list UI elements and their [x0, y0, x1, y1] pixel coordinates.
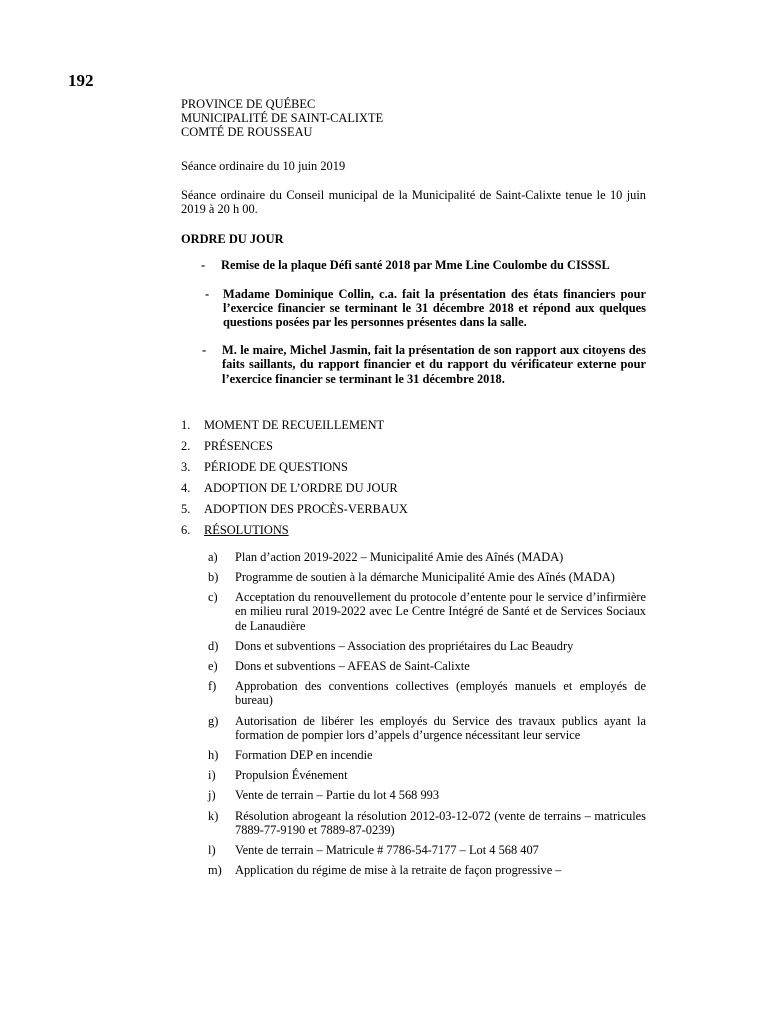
bullet-item	[181, 343, 646, 386]
resolution-item	[208, 863, 646, 877]
agenda-text: PRÉSENCES	[204, 438, 273, 453]
agenda-number: 3.	[181, 459, 191, 474]
resolution-letter: e)	[208, 659, 218, 674]
resolution-item	[208, 679, 646, 707]
resolution-letter: m)	[208, 863, 222, 878]
resolution-text: Vente de terrain – Partie du lot 4 568 993	[235, 788, 440, 803]
resolution-text: Programme de soutien à la démarche Municipalité Amie des Aînés (MADA)	[235, 570, 615, 585]
bullet-text: M. le maire, Michel Jasmin, fait la présentation de son rapport aux citoyens des faits saillants, du rapport financier et du rapport du vérificateur externe pour l’exercice financier se terminant le 31 décembre 2018.	[222, 343, 646, 386]
header-municipality: MUNICIPALITÉ DE SAINT-CALIXTE	[181, 111, 384, 126]
resolution-text: Propulsion Événement	[235, 768, 348, 783]
resolution-letter: f)	[208, 679, 217, 694]
resolution-item	[208, 843, 646, 857]
seance-description: Séance ordinaire du Conseil municipal de la Municipalité de Saint-Calixte tenue le 10 juin 2019 à 20 h 00.	[181, 187, 646, 217]
resolution-letter: b)	[208, 570, 219, 585]
resolution-text: Approbation des conventions collectives (employés manuels et employés de bureau)	[235, 679, 646, 708]
resolution-text: Autorisation de libérer les employés du Service des travaux publics ayant la formation de pompier lors d’appels d’urgence nécessitant leur service	[235, 713, 646, 742]
bullet-text: Remise de la plaque Défi santé 2018 par Mme Line Coulombe du CISSSL	[221, 258, 610, 273]
bullet-dash: -	[201, 258, 206, 273]
agenda-number: 4.	[181, 480, 191, 495]
agenda-text: MOMENT DE RECUEILLEMENT	[204, 417, 385, 432]
page-number: 192	[68, 71, 94, 90]
agenda-item	[181, 439, 646, 460]
resolution-text: Dons et subventions – AFEAS de Saint-Calixte	[235, 659, 470, 674]
agenda-item	[181, 502, 646, 523]
resolution-text: Application du régime de mise à la retraite de façon progressive –	[235, 863, 562, 878]
document-header	[181, 97, 646, 140]
resolution-item	[208, 748, 646, 762]
resolution-text: Dons et subventions – Association des propriétaires du Lac Beaudry	[235, 638, 574, 653]
agenda-text: PÉRIODE DE QUESTIONS	[204, 459, 348, 474]
agenda-number: 2.	[181, 438, 191, 453]
resolution-item	[208, 550, 646, 564]
resolution-letter: c)	[208, 590, 218, 605]
agenda-list	[181, 418, 646, 544]
bullet-dash: -	[205, 286, 210, 301]
header-county: COMTÉ DE ROUSSEAU	[181, 125, 313, 140]
bullet-text: Madame Dominique Collin, c.a. fait la présentation des états financiers pour l’exercice financier se terminant le 31 décembre 2018 et répond aux quelques questions posées par les personnes présentes dans la salle.	[223, 286, 646, 330]
resolution-item	[208, 590, 646, 633]
bullet-item	[181, 258, 646, 272]
resolution-text: Résolution abrogeant la résolution 2012-03-12-072 (vente de terrains – matricules 7889-77-9190 et 7889-87-0239)	[235, 808, 646, 837]
resolution-letter: j)	[208, 788, 216, 803]
resolution-letter: a)	[208, 549, 218, 564]
bullet-list	[181, 258, 646, 385]
agenda-text: ADOPTION DE L’ORDRE DU JOUR	[204, 480, 398, 495]
resolution-text: Vente de terrain – Matricule # 7786-54-7177 – Lot 4 568 407	[235, 843, 539, 858]
resolution-item	[208, 570, 646, 584]
resolution-letter: k)	[208, 808, 219, 823]
resolution-letter: g)	[208, 713, 219, 728]
ordre-du-jour-title: ORDRE DU JOUR	[181, 232, 284, 247]
agenda-item	[181, 523, 646, 544]
resolution-letter: d)	[208, 638, 219, 653]
resolution-letter: i)	[208, 768, 216, 783]
resolution-item	[208, 809, 646, 837]
resolutions-list	[208, 550, 646, 878]
resolution-text: Plan d’action 2019-2022 – Municipalité Amie des Aînés (MADA)	[235, 549, 564, 564]
resolution-item	[208, 768, 646, 782]
resolution-item	[208, 659, 646, 673]
header-province: PROVINCE DE QUÉBEC	[181, 97, 316, 111]
agenda-number: 1.	[181, 417, 191, 432]
resolution-item	[208, 788, 646, 802]
agenda-item	[181, 418, 646, 439]
agenda-number: 5.	[181, 501, 191, 516]
document-body	[181, 97, 646, 884]
resolution-letter: h)	[208, 748, 219, 763]
resolution-item	[208, 639, 646, 653]
agenda-item	[181, 481, 646, 502]
seance-title: Séance ordinaire du 10 juin 2019	[181, 158, 346, 173]
agenda-item	[181, 460, 646, 481]
agenda-text: ADOPTION DES PROCÈS-VERBAUX	[204, 501, 408, 516]
bullet-item	[181, 287, 646, 330]
resolution-item	[208, 714, 646, 742]
resolution-letter: l)	[208, 843, 216, 858]
resolution-text: Acceptation du renouvellement du protocole d’entente pour le service d’infirmière en milieu rural 2019-2022 avec Le Centre Intégré de Santé et de Services Sociaux de Lanaudière	[235, 590, 646, 633]
resolution-text: Formation DEP en incendie	[235, 748, 373, 763]
agenda-number: 6.	[181, 522, 191, 537]
bullet-dash: -	[202, 343, 207, 358]
agenda-text-resolutions: RÉSOLUTIONS	[204, 522, 289, 537]
